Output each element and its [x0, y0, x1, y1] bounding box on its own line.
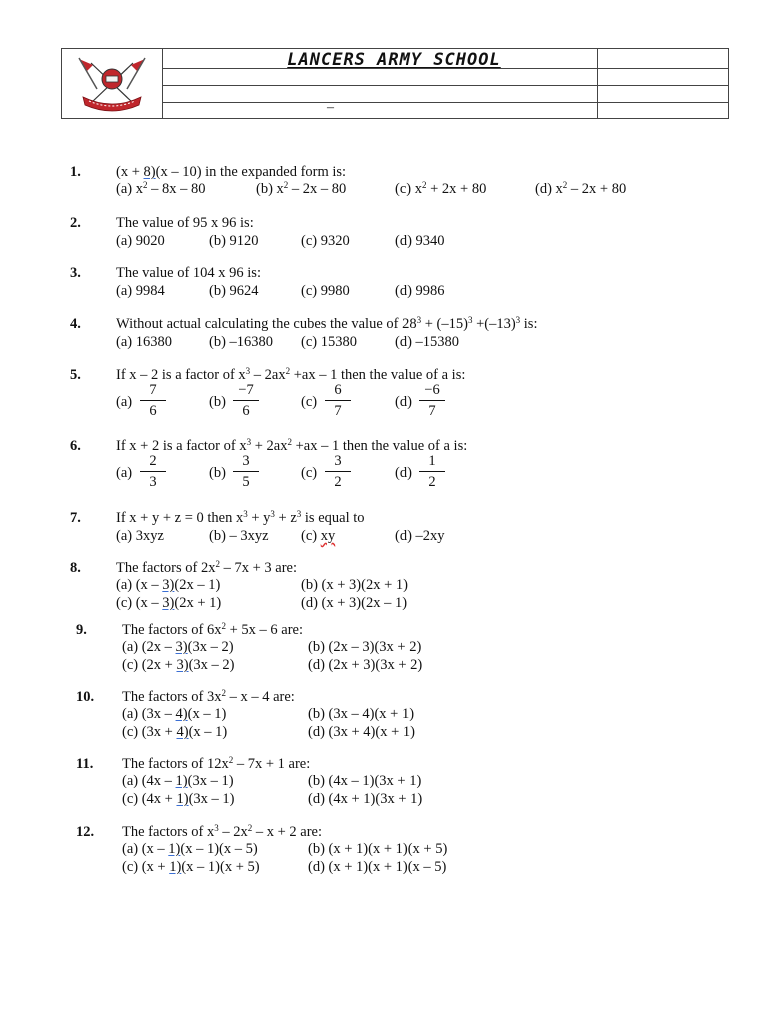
option-b: (b) (2x – 3)(3x + 2)	[308, 639, 422, 655]
question-stem: Without actual calculating the cubes the value of $28^3 + (-15)^3 +(-13)^3$ is:	[116, 315, 538, 332]
header-dash: –	[327, 100, 334, 115]
option-c: (c) (x – 3)(2x + 1)	[116, 595, 222, 611]
option-a: (a) (x – 1)(x – 1)(x – 5)	[122, 841, 258, 857]
option-c: (c) $x^2 + 2x + 80$	[395, 180, 487, 197]
option-label: (a)	[116, 394, 133, 410]
option-c: (c) (4x + 1)(3x – 1)	[122, 791, 235, 807]
question-number: 10.	[76, 689, 95, 705]
question-number: 9.	[76, 622, 87, 638]
question-number: 5.	[70, 367, 81, 383]
question-stem: The factors of $2x^2 - 7x + 3$ are:	[116, 559, 297, 576]
header-divider	[597, 49, 598, 118]
option-d: (d) –15380	[395, 334, 460, 350]
header-table	[61, 48, 729, 119]
option-d: (d) 9340	[395, 233, 445, 249]
question-number: 3.	[70, 265, 81, 281]
fraction: 6 7	[325, 382, 351, 420]
school-logo-cell	[62, 49, 163, 118]
school-crest-icon	[73, 53, 151, 115]
option-label: (d)	[395, 394, 412, 410]
fraction: 1 2	[419, 453, 445, 491]
option-b: (b) 9120	[209, 233, 259, 249]
option-b: (b) (x + 3)(2x + 1)	[301, 577, 408, 593]
question-stem: The value of 104 x 96 is:	[116, 265, 261, 281]
option-a: (a) 3xyz	[116, 528, 164, 544]
option-c: (c) 9980	[301, 283, 350, 299]
option-b: (b) 9624	[209, 283, 259, 299]
option-label: (b)	[209, 394, 226, 410]
school-name: LANCERS ARMY SCHOOL	[287, 50, 501, 70]
option-d: (d) 9986	[395, 283, 445, 299]
question-stem: The factors of $x^3 - 2x^2 - x + 2$ are:	[122, 823, 322, 840]
header-row-line	[162, 102, 729, 103]
option-label: (c)	[301, 465, 318, 481]
fraction: 7 6	[140, 382, 166, 420]
option-a: (a) (2x – 3)(3x – 2)	[122, 639, 234, 655]
option-b: (b) – 3xyz	[209, 528, 269, 544]
option-b: (b) (x + 1)(x + 1)(x + 5)	[308, 841, 448, 857]
question-number: 12.	[76, 824, 95, 840]
fraction: 2 3	[140, 453, 166, 491]
option-b: (b) (4x – 1)(3x + 1)	[308, 773, 422, 789]
fraction: −6 7	[419, 382, 445, 420]
option-d: (d) $x^2 - 2x + 80$	[535, 180, 627, 197]
option-d: (d) (3x + 4)(x + 1)	[308, 724, 415, 740]
option-a: (a) (x – 3)(2x – 1)	[116, 577, 221, 593]
option-label: (c)	[301, 394, 318, 410]
question-stem: If x + y + z = 0 then $x^3 + y^3 + z^3$ is equal to	[116, 509, 365, 526]
option-c: (c) (x + 1)(x – 1)(x + 5)	[122, 859, 260, 875]
option-label: (d)	[395, 465, 412, 481]
question-number: 11.	[76, 756, 94, 772]
option-a: (a) 16380	[116, 334, 172, 350]
question-number: 2.	[70, 215, 81, 231]
option-b: (b) (3x – 4)(x + 1)	[308, 706, 415, 722]
question-number: 6.	[70, 438, 81, 454]
option-a: (a) 9984	[116, 283, 165, 299]
question-stem: The factors of $6x^2 + 5x - 6$ are:	[122, 621, 303, 638]
question-stem: (x + 8)(x – 10) in the expanded form is:	[116, 164, 347, 180]
question-stem: The value of 95 x 96 is:	[116, 215, 254, 231]
question-number: 8.	[70, 560, 81, 576]
fraction: 3 5	[233, 453, 259, 491]
header-row-line	[162, 85, 729, 86]
option-c: (c) 9320	[301, 233, 350, 249]
option-d: (d) (x + 1)(x + 1)(x – 5)	[308, 859, 447, 875]
question-stem: The factors of $12x^2 - 7x + 1$ are:	[122, 755, 311, 772]
option-d: (d) (4x + 1)(3x + 1)	[308, 791, 423, 807]
question-stem: If x + 2 is a factor of $x^3 + 2ax^2 +ax - 1$ then the value of a is:	[116, 437, 468, 454]
question-stem: The factors of $3x^2$ – x – 4 are:	[122, 688, 295, 705]
option-d: (d) (2x + 3)(3x + 2)	[308, 657, 423, 673]
option-label: (a)	[116, 465, 133, 481]
option-c: (c) (2x + 3)(3x – 2)	[122, 657, 235, 673]
option-a: (a) (4x – 1)(3x – 1)	[122, 773, 234, 789]
question-number: 1.	[70, 164, 81, 180]
option-d: (d) (x + 3)(2x – 1)	[301, 595, 408, 611]
option-d: (d) –2xy	[395, 528, 445, 544]
option-b: (b) $x^2 - 2x - 80$	[256, 180, 347, 197]
option-label: (b)	[209, 465, 226, 481]
option-b: (b) –16380	[209, 334, 274, 350]
question-stem: If x – 2 is a factor of $x^3 - 2ax^2 +ax - 1$ then the value of a is:	[116, 366, 466, 383]
option-a: (a) 9020	[116, 233, 165, 249]
fraction: 3 2	[325, 453, 351, 491]
option-c: (c) (3x + 4)(x – 1)	[122, 724, 228, 740]
question-number: 4.	[70, 316, 81, 332]
option-c: (c) xy	[301, 528, 336, 544]
option-c: (c) 15380	[301, 334, 357, 350]
question-number: 7.	[70, 510, 81, 526]
fraction: −7 6	[233, 382, 259, 420]
option-a: (a) (3x – 4)(x – 1)	[122, 706, 227, 722]
option-a: (a) $x^2 - 8x - 80$	[116, 180, 206, 197]
